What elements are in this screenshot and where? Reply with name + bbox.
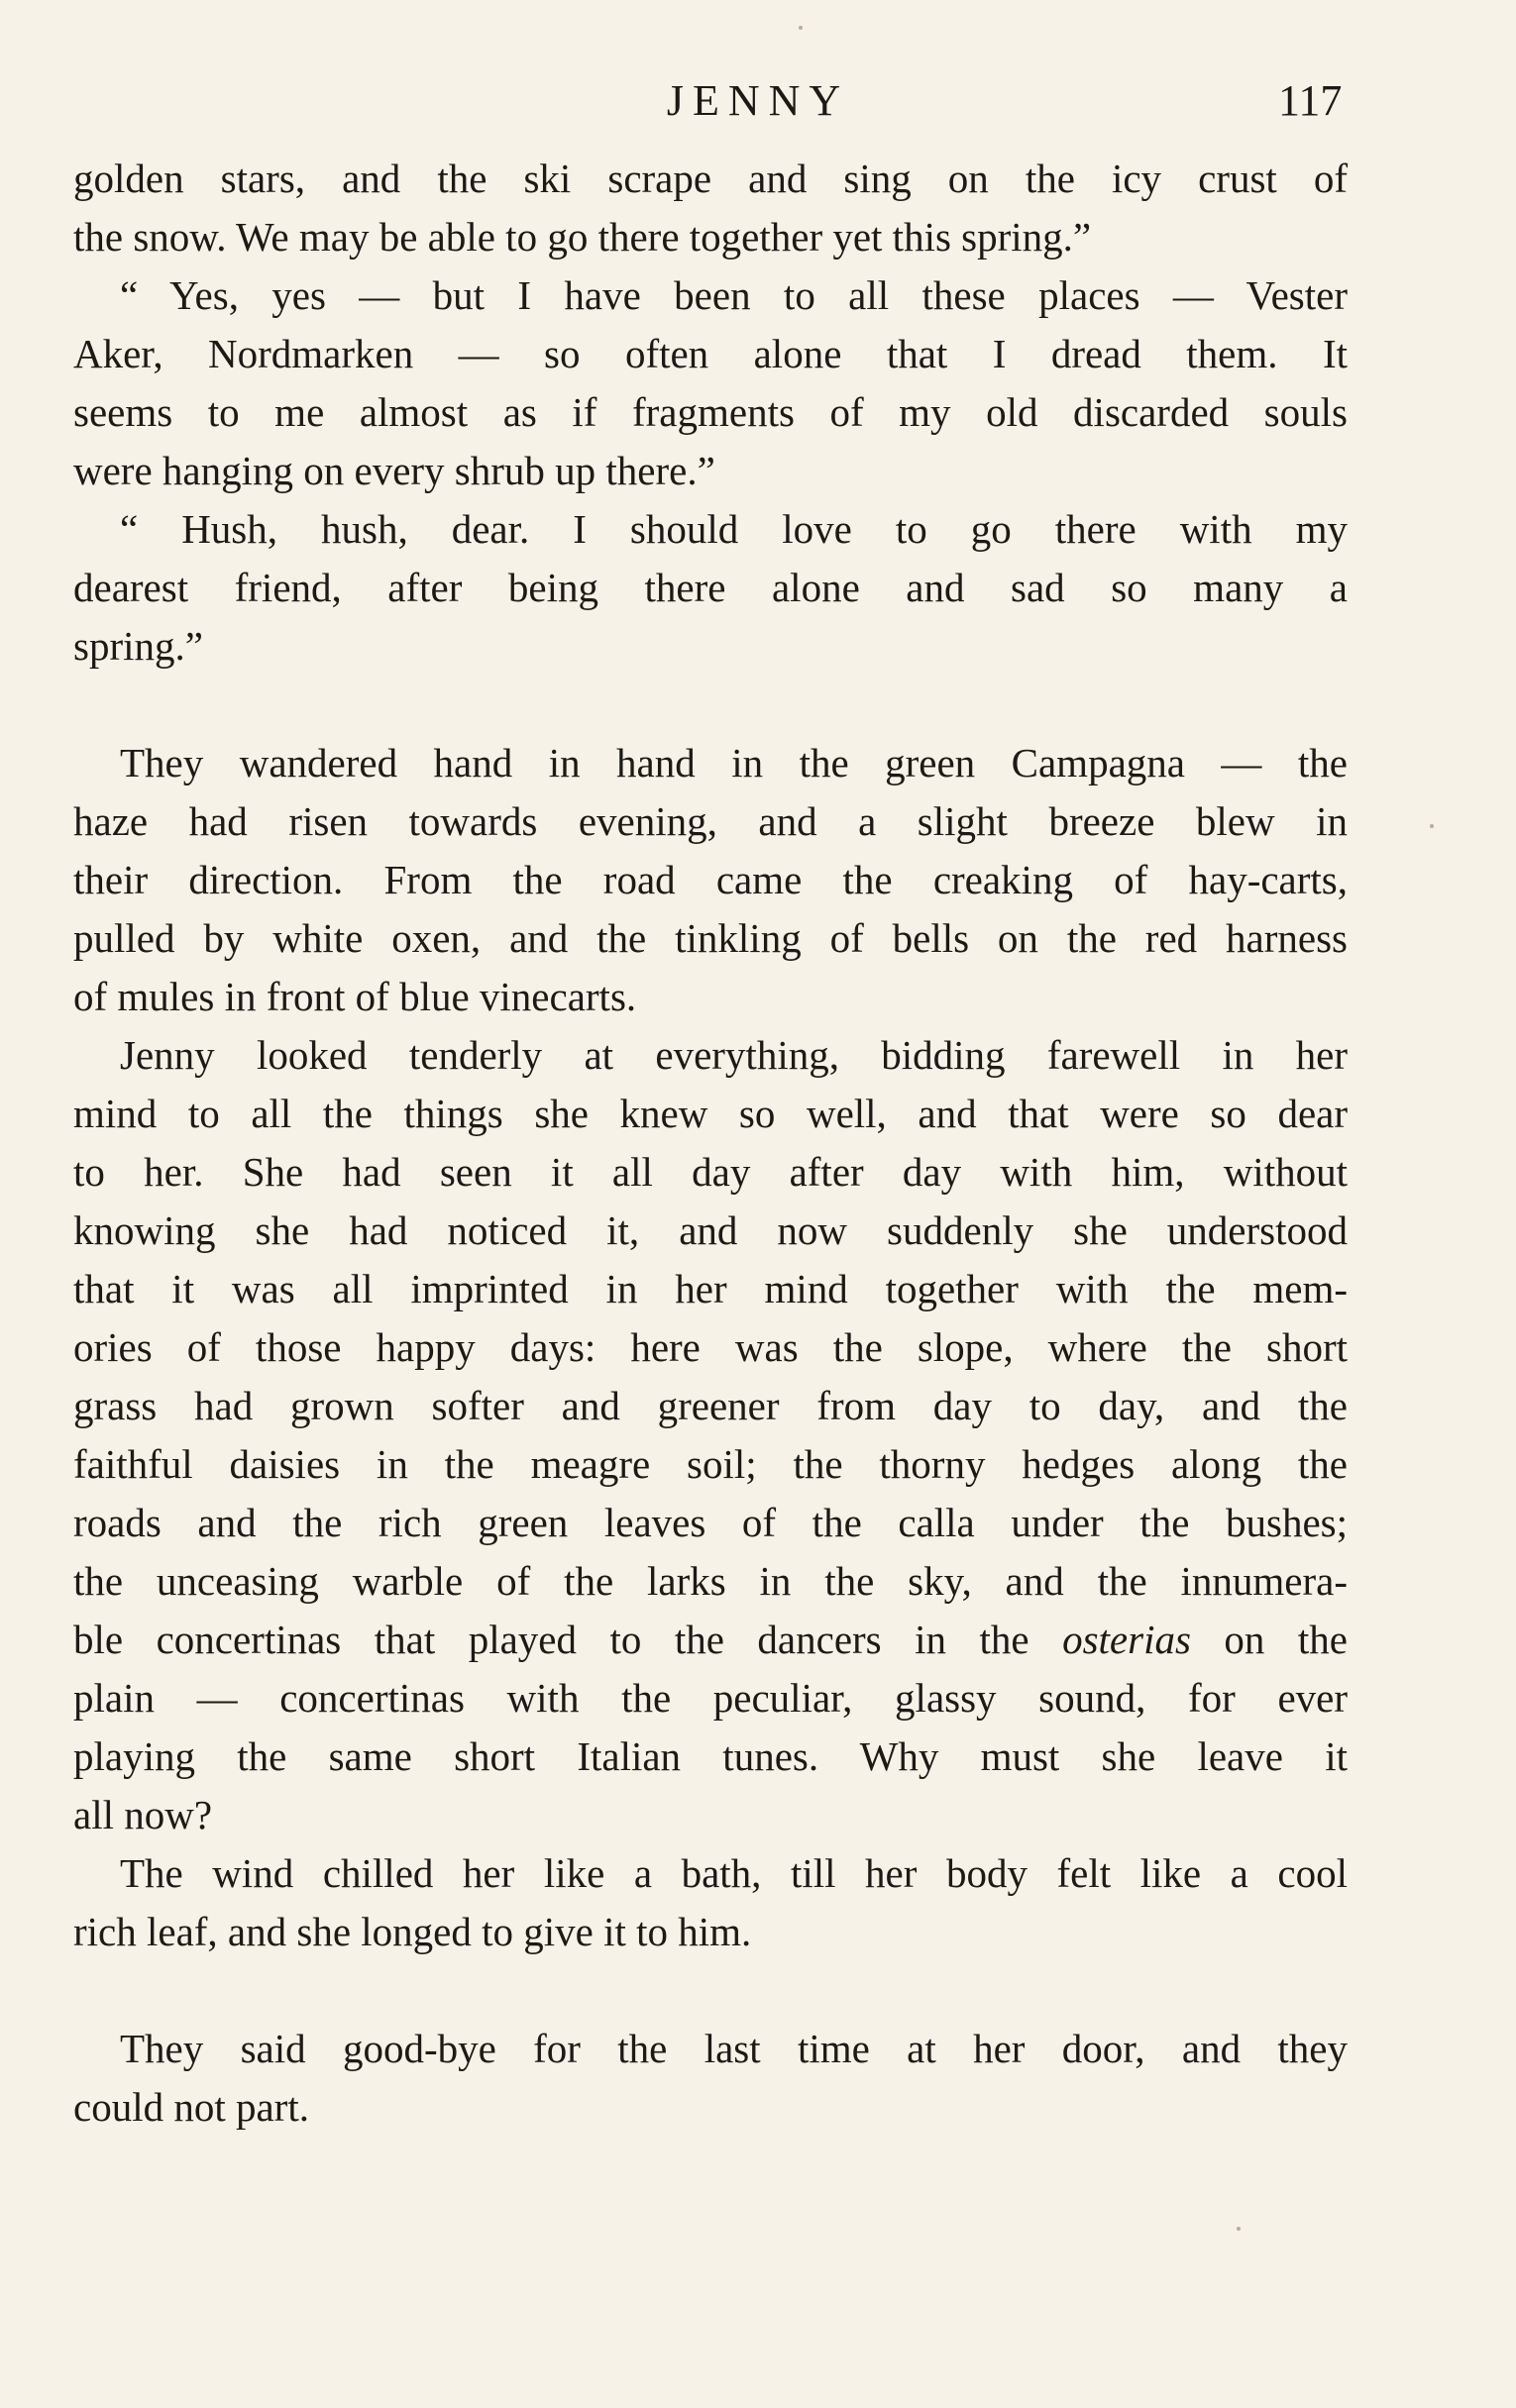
body-text <box>73 150 1348 2137</box>
text-line: Jenny looked tenderly at everything, bidding farewell in her <box>120 1032 1348 1078</box>
text-line: pulled by white oxen, and the tinkling of bells on the red harness <box>73 915 1348 961</box>
text-line: to her. She had seen it all day after day with him, without <box>73 1149 1348 1195</box>
paragraph <box>73 2020 1348 2137</box>
text-line: the unceasing warble of the larks in the sky, and the innumera- <box>73 1558 1348 1604</box>
text-line: spring.” <box>73 623 203 669</box>
section-break <box>73 1961 1348 2020</box>
text-line: knowing she had noticed it, and now suddenly she understood <box>73 1207 1348 1253</box>
text-line: haze had risen towards evening, and a slight breeze blew in <box>73 798 1348 844</box>
text-line: ories of those happy days: here was the slope, where the short <box>73 1324 1348 1370</box>
text-line: plain — concertinas with the peculiar, glassy sound, for ever <box>73 1675 1348 1721</box>
section-break <box>73 676 1348 734</box>
paragraph <box>73 1026 1348 1844</box>
text-line: grass had grown softer and greener from day to day, and the <box>73 1383 1348 1428</box>
text-line: They wandered hand in hand in the green Campagna — the <box>120 740 1348 785</box>
text-line: dearest friend, after being there alone and sad so many a <box>73 565 1348 610</box>
paragraph <box>73 734 1348 1026</box>
text-line: faithful daisies in the meagre soil; the thorny hedges along the <box>73 1441 1348 1487</box>
paper-speck <box>799 26 803 30</box>
text-line: The wind chilled her like a bath, till her body felt like a cool <box>120 1850 1348 1896</box>
text-line: “ Hush, hush, dear. I should love to go there with my <box>120 506 1348 552</box>
text-line: could not part. <box>73 2084 309 2130</box>
paragraph <box>73 500 1348 676</box>
text-line: were hanging on every shrub up there.” <box>73 448 715 493</box>
text-line: the snow. We may be able to go there together yet this spring.” <box>73 214 1092 260</box>
paragraph <box>73 150 1348 266</box>
text-line: They said good-bye for the last time at her door, and they <box>120 2026 1348 2071</box>
text-line: playing the same short Italian tunes. Why must she leave it <box>73 1733 1348 1779</box>
text-line: “ Yes, yes — but I have been to all these places — Vester <box>120 272 1348 318</box>
running-title: JENNY <box>666 76 850 125</box>
text-line: of mules in front of blue vinecarts. <box>73 974 637 1019</box>
text-line: roads and the rich green leaves of the calla under the bushes; <box>73 1500 1348 1545</box>
text-line: mind to all the things she knew so well, and that were so dear <box>73 1091 1348 1136</box>
text-line: golden stars, and the ski scrape and sing on the icy crust of <box>73 156 1348 201</box>
text-line: their direction. From the road came the creaking of hay-carts, <box>73 857 1348 902</box>
page-number: 117 <box>1278 76 1343 125</box>
text-line: seems to me almost as if fragments of my old discarded souls <box>73 389 1348 435</box>
paragraph <box>73 266 1348 500</box>
text-line: that it was all imprinted in her mind together with the mem- <box>73 1266 1348 1311</box>
running-head <box>0 71 1516 131</box>
italic-word: osterias <box>1062 1617 1191 1662</box>
paper-speck <box>1237 2227 1241 2231</box>
text-line: Aker, Nordmarken — so often alone that I dread them. It <box>73 331 1348 376</box>
text-line: ble concertinas that played to the dancers in the osterias on the <box>73 1617 1348 1662</box>
text-line: all now? <box>73 1792 213 1837</box>
text-line: rich leaf, and she longed to give it to him. <box>73 1909 752 1954</box>
paragraph <box>73 1844 1348 1961</box>
paper-speck <box>1430 824 1434 828</box>
